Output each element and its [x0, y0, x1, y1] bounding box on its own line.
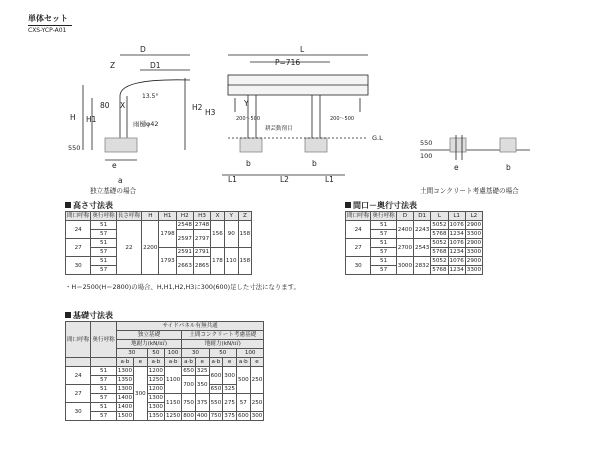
table-cell: 300	[223, 367, 237, 385]
table-header-cell: D1	[414, 212, 431, 221]
table-cell: 51	[91, 385, 116, 394]
table-header-cell: 50	[209, 349, 236, 358]
table-cell: 1076	[449, 258, 464, 264]
table-cell: 1200	[148, 368, 163, 374]
table-cell: 250	[250, 367, 264, 394]
table-cell: 300	[134, 367, 148, 421]
table-cell: 1300	[148, 404, 163, 410]
table-cell: 250	[250, 394, 264, 412]
table-cell: 1400	[117, 404, 133, 410]
table-header-cell: 土間コンクリート考慮基礎	[182, 331, 264, 340]
table-cell: 5768	[432, 249, 447, 255]
table-header-cell: a·b	[182, 358, 196, 367]
table-header-cell: e	[134, 358, 148, 367]
table-cell: 400	[196, 413, 208, 419]
table-cell: 2900	[466, 222, 482, 228]
dim-550b: 550	[420, 139, 433, 147]
table-header-cell: a·b	[209, 358, 223, 367]
dim-d: D	[140, 45, 146, 54]
table-cell: 110	[224, 248, 238, 275]
foundation-table-title: 基礎寸法表	[65, 310, 113, 321]
col-length: 長さ呼称	[117, 213, 141, 219]
table-cell: 51	[91, 367, 116, 376]
table-cell: 2832	[414, 257, 431, 275]
col-depth: 奥行呼称	[92, 213, 115, 219]
table-cell: 5768	[432, 267, 447, 273]
col-h3: H3	[193, 212, 210, 221]
dim-b3: b	[506, 163, 511, 172]
table-cell: 3300	[466, 267, 482, 273]
table-header-cell: 奥行呼称	[372, 213, 395, 219]
table-header-cell: e	[223, 358, 237, 367]
table-header-cell: 30	[182, 349, 209, 358]
table-cell: 2900	[466, 240, 482, 246]
table-cell: 1076	[449, 222, 464, 228]
dim-l1a: L1	[228, 175, 237, 184]
table-row	[66, 412, 264, 421]
table-cell: 57	[236, 394, 250, 412]
dim-80: 80	[100, 101, 110, 110]
table-cell: 57	[371, 248, 396, 257]
table-cell: 300	[251, 413, 263, 419]
table-header-cell: D	[396, 212, 413, 221]
table-cell: 2243	[414, 221, 431, 239]
dim-h3: H3	[205, 108, 216, 117]
dim-x: X	[120, 101, 126, 110]
table-cell: 30	[66, 403, 91, 421]
dim-p: P=716	[275, 58, 301, 67]
table-header-cell: L1	[448, 212, 465, 221]
dim-b1: b	[246, 159, 251, 168]
table-cell: 1350	[117, 377, 133, 383]
table-row	[66, 367, 264, 376]
table-cell: 1300	[117, 368, 133, 374]
table-cell: 600	[209, 367, 223, 385]
table-cell: 3300	[466, 231, 482, 237]
height-note: ・H＝2500(H＝2800)の場合、H,H1,H2,H3に300(600)足した寸法になります。	[65, 283, 300, 291]
table-cell: 30	[346, 257, 371, 275]
table-header-cell: a·b	[147, 358, 164, 367]
dim-a: a	[118, 176, 123, 185]
table-cell: 650	[183, 368, 194, 374]
table-cell: 350	[195, 376, 209, 394]
table-cell: 51	[371, 221, 396, 230]
table-cell: 27	[66, 239, 91, 257]
table-header-cell: e	[195, 358, 209, 367]
table-cell: 5768	[432, 231, 447, 237]
table-cell: 57	[91, 412, 116, 421]
table-header-cell: a·b	[236, 358, 250, 367]
table-cell: 2597	[176, 230, 193, 248]
height-table-title: 高さ寸法表	[65, 200, 113, 211]
foundation-table	[65, 321, 264, 421]
table-cell: 51	[91, 239, 116, 248]
table-cell: 2865	[193, 257, 210, 275]
table-header-cell: サイドパネル有無共通	[116, 322, 264, 331]
table-cell: 57	[371, 266, 396, 275]
dim-h2: H2	[192, 103, 203, 112]
table-cell: 1400	[117, 395, 133, 401]
table-header-cell: 奥行呼称	[91, 322, 116, 358]
table-cell: 2797	[193, 230, 210, 248]
table-cell: 156	[211, 221, 225, 248]
table-cell: 51	[371, 239, 396, 248]
product-code: CXS-YCP-A01	[28, 27, 67, 34]
table-header-cell: 独立基礎	[116, 331, 181, 340]
table-cell: 3300	[466, 249, 482, 255]
table-cell: 1350	[148, 413, 163, 419]
table-header-cell: 50	[147, 349, 164, 358]
table-cell: 27	[66, 385, 91, 403]
table-header-cell: L	[431, 212, 448, 221]
table-header-cell: 地耐力(kN/㎡)	[116, 340, 181, 349]
dim-b2: b	[312, 159, 317, 168]
table-cell: 2748	[194, 222, 210, 228]
table-header-cell: 間口呼称	[66, 322, 91, 358]
table-cell: 1200	[148, 386, 163, 392]
table-cell: 51	[371, 257, 396, 266]
table-row	[66, 221, 252, 230]
table-cell: 57	[91, 376, 116, 385]
col-opening: 間口呼称	[67, 213, 90, 219]
table-header-cell	[91, 358, 116, 367]
table-cell: 1076	[449, 240, 464, 246]
carport-dimension-diagram	[0, 0, 600, 200]
table-header-cell: 100	[164, 349, 181, 358]
table-cell: 1798	[159, 221, 176, 248]
table-cell: 750	[210, 413, 222, 419]
dim-100: 100	[420, 152, 433, 160]
dim-l: L	[300, 45, 305, 54]
dim-e: e	[112, 161, 117, 170]
table-cell: 1234	[449, 231, 464, 237]
table-cell: 2543	[414, 239, 431, 257]
table-row	[346, 257, 483, 266]
caption-slab: 土間コンクリート考慮基礎の場合	[420, 187, 519, 195]
table-cell: 158	[238, 221, 252, 248]
table-header-cell: 地耐力(kN/㎡)	[182, 340, 264, 349]
table-cell: 2900	[466, 258, 482, 264]
table-cell: 178	[211, 248, 225, 275]
dim-e2: e	[454, 163, 459, 172]
dim-d1: D1	[150, 61, 161, 70]
table-cell: 5052	[432, 258, 447, 264]
table-cell: 1234	[449, 267, 464, 273]
table-header-cell: a·b	[164, 358, 181, 367]
table-cell: 600	[237, 413, 249, 419]
table-cell: 1250	[165, 413, 181, 419]
col-x: X	[211, 212, 225, 221]
table-cell: 2548	[177, 222, 192, 228]
table-cell: 275	[223, 394, 237, 412]
table-cell: 375	[224, 413, 235, 419]
table-cell: 30	[66, 257, 91, 275]
table-cell: 550	[209, 394, 223, 412]
table-cell: 1793	[159, 248, 176, 275]
table-cell: 700	[182, 376, 196, 394]
table-cell: 51	[91, 403, 116, 412]
table-header-cell: L2	[465, 212, 482, 221]
dim-angle: 13.5°	[142, 93, 159, 100]
dim-l1b: L1	[325, 175, 334, 184]
table-header-cell: a·b	[116, 358, 133, 367]
dim-h1: H1	[86, 115, 97, 124]
table-cell: 2700	[396, 239, 413, 257]
col-h2: H2	[176, 212, 193, 221]
table-cell: 57	[91, 394, 116, 403]
table-header-cell: 100	[236, 349, 263, 358]
set-label: 単体セット	[28, 13, 72, 26]
table-cell: 1300	[148, 395, 163, 401]
table-cell: 5052	[432, 222, 447, 228]
dim-l2: L2	[280, 175, 289, 184]
range-left: 200～500	[236, 116, 261, 122]
table-cell: 22	[116, 221, 141, 275]
col-y: Y	[224, 212, 238, 221]
table-cell: 750	[182, 394, 196, 412]
table-cell: 24	[346, 221, 371, 239]
table-row	[66, 248, 252, 257]
dim-z: Z	[110, 61, 116, 70]
range-right: 200～500	[330, 116, 355, 122]
table-cell: 90	[224, 221, 238, 248]
col-h: H	[142, 212, 159, 221]
table-cell: 24	[66, 367, 91, 385]
table-cell: 57	[91, 230, 116, 239]
table-cell: 57	[91, 248, 116, 257]
table-cell: 2791	[194, 249, 210, 255]
dim-550: 550	[68, 144, 81, 152]
table-cell: 24	[66, 221, 91, 239]
table-cell: 51	[91, 221, 116, 230]
table-cell: 27	[346, 239, 371, 257]
table-cell: 57	[91, 266, 116, 275]
table-row	[346, 239, 483, 248]
table-cell: 2591	[177, 249, 192, 255]
table-cell: 1500	[117, 413, 133, 419]
table-row	[66, 394, 264, 403]
table-cell: 500	[236, 367, 250, 394]
opening-table-title: 間口－奥行寸法表	[345, 200, 417, 211]
table-cell: 1234	[449, 249, 464, 255]
table-header-cell: e	[250, 358, 264, 367]
height-table	[65, 211, 252, 275]
table-header-cell: 30	[116, 349, 147, 358]
table-cell: 1150	[164, 394, 181, 412]
table-header-cell: 間口呼称	[347, 213, 370, 219]
col-h1: H1	[159, 212, 176, 221]
table-cell: 57	[371, 230, 396, 239]
ground-line-label: G.L	[372, 134, 383, 142]
table-cell: 325	[224, 386, 235, 392]
table-cell: 2400	[396, 221, 413, 239]
col-z: Z	[238, 212, 252, 221]
table-cell: 51	[91, 257, 116, 266]
table-cell: 650	[210, 386, 222, 392]
table-cell: 1100	[164, 367, 181, 394]
table-row	[346, 221, 483, 230]
table-cell: 3000	[396, 257, 413, 275]
dim-y: Y	[244, 99, 249, 108]
caption-independent: 独立基礎の場合	[90, 187, 137, 195]
table-cell: 158	[238, 248, 252, 275]
dim-h: H	[70, 113, 76, 122]
table-cell: 5052	[432, 240, 447, 246]
table-cell: 1300	[117, 386, 133, 392]
fan-label: 耕芸動削目	[265, 126, 293, 132]
table-cell: 375	[195, 394, 209, 412]
gutter-label: 雨樋φ42	[133, 120, 159, 128]
opening-table	[345, 211, 483, 275]
table-cell: 2663	[176, 257, 193, 275]
table-cell: 325	[196, 368, 208, 374]
table-header-cell	[66, 358, 91, 367]
table-cell: 800	[183, 413, 194, 419]
table-cell: 2200	[142, 221, 159, 275]
table-cell: 1250	[148, 377, 163, 383]
